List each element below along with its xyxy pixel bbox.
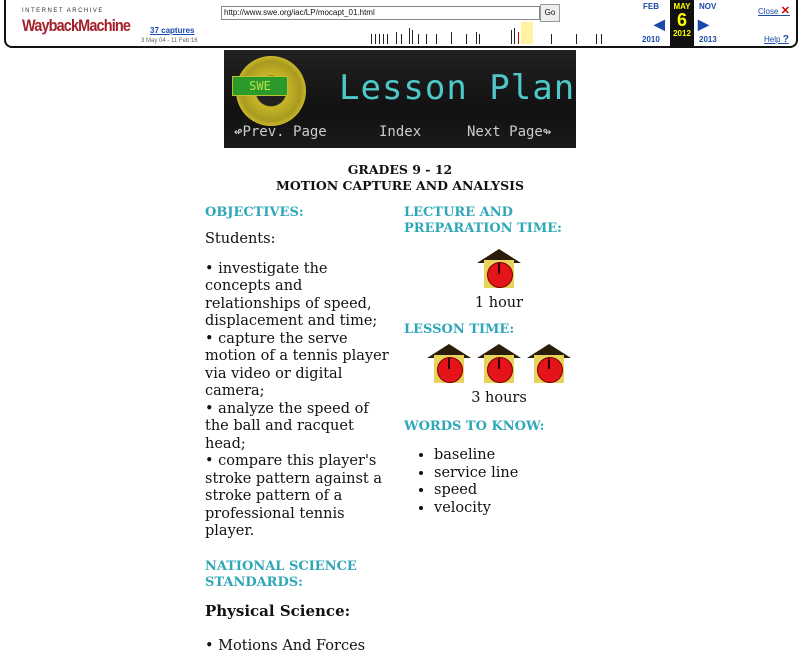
next-year: 2013	[699, 35, 717, 44]
cur-month: MAY	[673, 2, 691, 11]
lecture-time	[404, 249, 594, 312]
prev-page-link[interactable]: ↫Prev. Page	[234, 124, 327, 140]
go-button[interactable]: Go	[540, 4, 560, 22]
objective-item: • capture the serve motion of a tennis player via video or digital camera;	[205, 330, 389, 399]
objective-text: compare this player's stroke pattern against a stroke pattern of a professional tennis player.	[205, 453, 383, 539]
words-list	[404, 447, 584, 517]
clock-icon	[477, 344, 521, 384]
capture-range: 3 May 04 - 11 Feb 16	[141, 38, 198, 44]
objectives-heading: OBJECTIVES:	[205, 205, 304, 220]
objective-text: analyze the speed of the ball and racquet head;	[205, 400, 369, 452]
objective-text: capture the serve motion of a tennis player via video or digital camera;	[205, 330, 389, 399]
close-icon[interactable]: ✕	[780, 5, 790, 17]
index-link[interactable]: Index	[379, 124, 422, 140]
objective-text: investigate the concepts and relationships of speed, displacement and time;	[205, 260, 378, 329]
prev-year: 2010	[642, 35, 660, 44]
prev-arrow-icon[interactable]: ◀	[654, 16, 665, 32]
word-item: • baseline	[434, 447, 584, 465]
objective-item: • investigate the concepts and relationships of speed, displacement and time;	[205, 260, 378, 329]
prev-month[interactable]: FEB	[643, 2, 659, 11]
cur-day: 6	[676, 10, 687, 30]
lesson-plan-banner	[224, 50, 576, 148]
wayback-logo[interactable]: WaybackMachine	[22, 16, 131, 35]
word-item: • service line	[434, 465, 584, 483]
grades: GRADES 9 - 12	[347, 162, 453, 177]
right-column	[404, 205, 584, 517]
standard-item: • Motions And Forces	[205, 638, 366, 654]
capture-timeline[interactable]	[221, 22, 631, 44]
close-label[interactable]: Close	[758, 7, 779, 16]
objectives-list	[205, 261, 395, 541]
current-date	[670, 0, 694, 46]
swe-logo: SWE	[232, 76, 288, 96]
lesson-time-value: 3 hours	[471, 389, 527, 406]
clock-icon	[527, 344, 571, 384]
help-icon[interactable]: ?	[782, 34, 789, 45]
next-arrow-icon[interactable]: ▶	[698, 16, 709, 32]
word-item: • speed	[434, 482, 584, 500]
lesson-title	[0, 162, 800, 194]
page-title: MOTION CAPTURE AND ANALYSIS	[275, 178, 524, 193]
words-heading: WORDS TO KNOW:	[404, 419, 545, 434]
physical-science-heading: Physical Science:	[205, 601, 351, 620]
banner-title: Lesson Plan	[339, 68, 576, 108]
word-item: • velocity	[434, 500, 584, 518]
next-page-label[interactable]: Next Page	[467, 124, 543, 140]
next-month[interactable]: NOV	[699, 2, 717, 11]
wayback-toolbar	[4, 0, 798, 48]
clock-icon	[427, 344, 471, 384]
lecture-heading: LECTURE AND PREPARATION TIME:	[404, 205, 562, 236]
help-label[interactable]: Help	[764, 35, 781, 44]
prev-page-label[interactable]: Prev. Page	[242, 124, 327, 140]
lecture-time-value: 1 hour	[474, 294, 524, 311]
objective-item: • analyze the speed of the ball and racquet head;	[205, 400, 369, 452]
cur-year: 2012	[673, 29, 691, 38]
next-page-link[interactable]: Next Page↬	[467, 124, 552, 140]
standard-text: Motions And Forces	[218, 638, 366, 654]
students-label: Students:	[205, 231, 276, 247]
lesson-time	[404, 344, 594, 407]
close-link[interactable]	[758, 4, 790, 17]
standards-heading: NATIONAL SCIENCE STANDARDS:	[205, 558, 357, 590]
left-column	[205, 205, 395, 656]
url-input[interactable]: http://www.swe.org/iac/LP/mocapt_01.html	[221, 6, 540, 20]
help-link[interactable]	[764, 34, 789, 45]
archive-label: INTERNET ARCHIVE	[22, 8, 104, 14]
lesson-time-heading: LESSON TIME:	[404, 322, 515, 337]
objective-item: • compare this player's stroke pattern against a stroke pattern of a professional tennis player.	[205, 453, 383, 539]
clock-icon	[477, 249, 521, 289]
captures-link[interactable]: 37 captures	[150, 26, 195, 35]
